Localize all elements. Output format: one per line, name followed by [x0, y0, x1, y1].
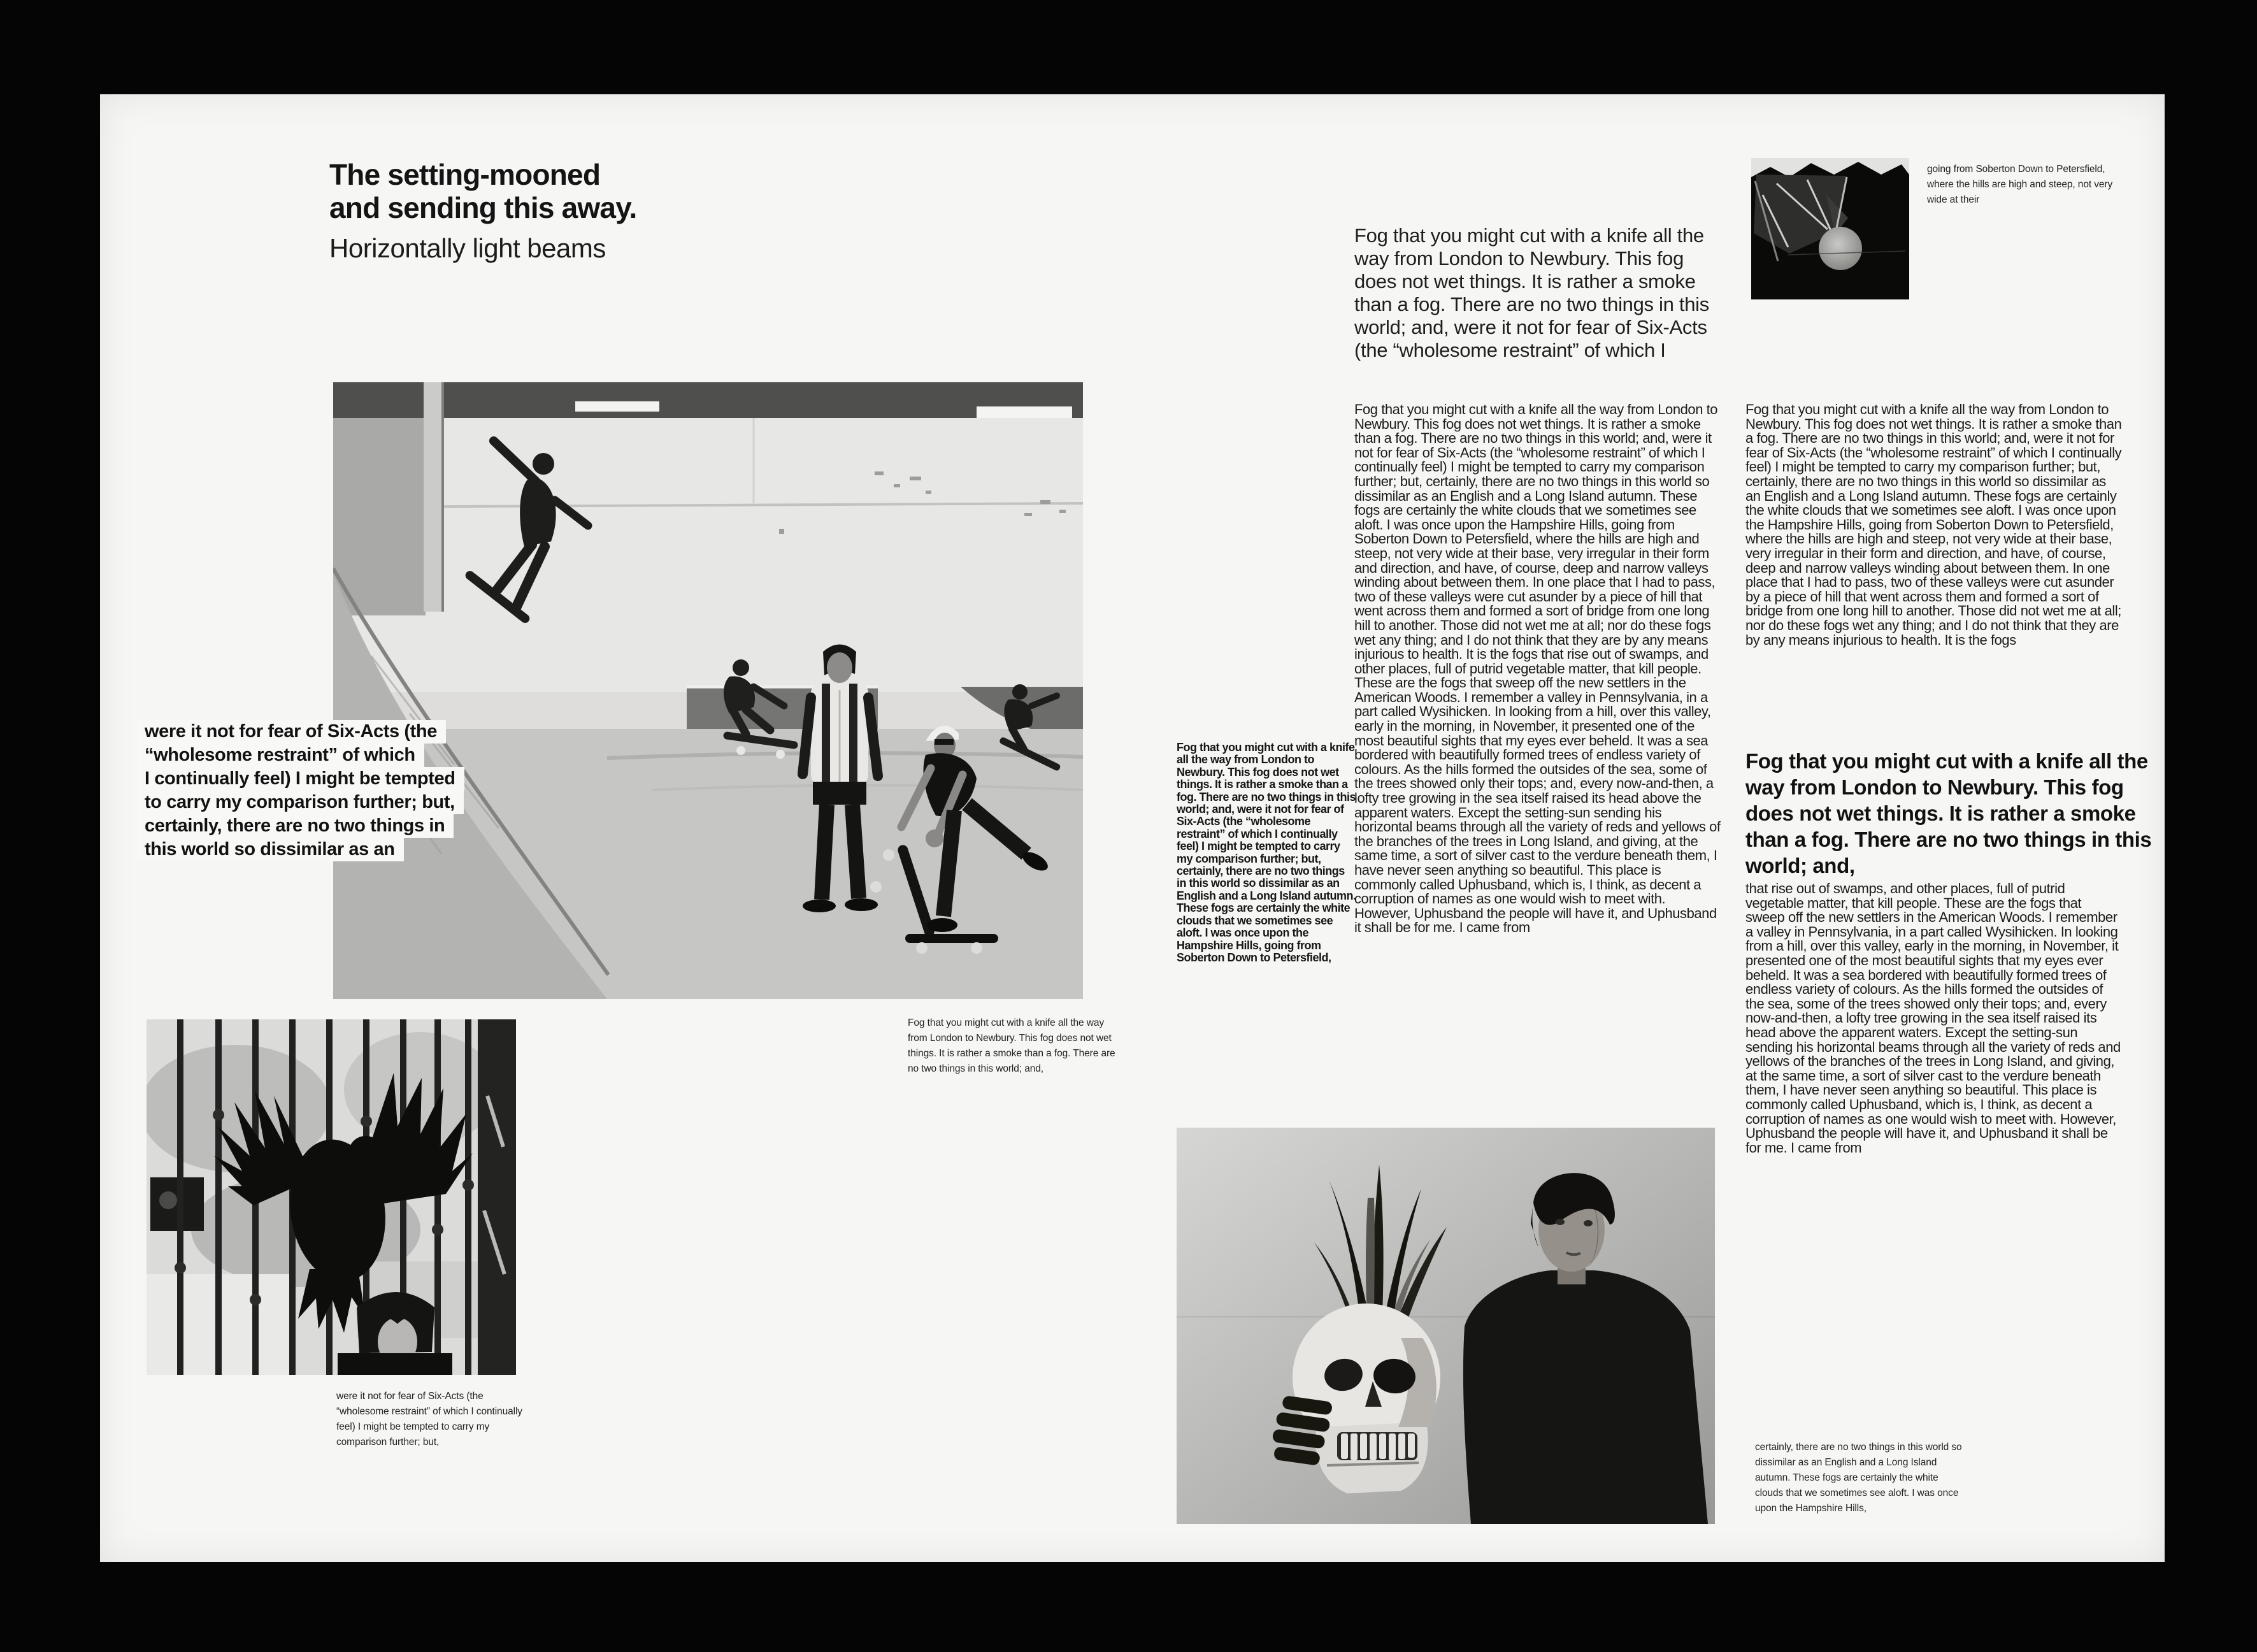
magazine-spread-page [100, 94, 2165, 1562]
moon-leaf-illustration [1751, 158, 1909, 299]
overlay-line-2: “wholesome restraint” of which [137, 743, 424, 767]
page-title-line1: The setting-mooned [329, 158, 601, 191]
skull-portrait-illustration [1177, 1128, 1715, 1524]
pull-quote: Fog that you might cut with a knife all the way from London to Newbury. This fog does not wet things. It is rather a smoke than a fog. There are no two things in this world; and, [1745, 749, 2152, 877]
overlay-line-3: I continually feel) I might be tempted [137, 767, 464, 791]
page-subtitle: Horizontally light beams [329, 233, 606, 263]
moon-photo-caption: going from Soberton Down to Petersfield, where the hills are high and steep, not very wide at their [1927, 164, 2113, 205]
overlay-line-1: were it not for fear of Six-Acts (the [137, 720, 446, 743]
bottom-right-caption: certainly, there are no two things in this world so dissimilar as an English and a Long Island autumn. These fogs are certainly the white clouds that we sometimes see aloft. I was once upon the Hampshire Hills, [1755, 1442, 1962, 1514]
skull-portrait-photo [1177, 1128, 1715, 1524]
overlay-line-5: certainly, there are no two things in [137, 814, 454, 838]
overlay-line-6: this world so dissimilar as an [137, 838, 404, 861]
moon-leaf-photo [1751, 158, 1909, 299]
body-column-1: Fog that you might cut with a knife all the way from London to Newbury. This fog does not wet things. It is rather a smoke than a fog. There are no two things in this world; and, were it not for fear of Six-Acts (the “wholesome restraint” of which I continually feel) I might be tempted to carry my comparison further; but, certainly, there are no two things in this world so dissimilar as an English and a Long Island autumn. These fogs are certainly the white clouds that we sometimes see aloft. I was once upon the Hampshire Hills, going from Soberton Down to Petersfield, where the hills are high and steep, not very wide at their base, very irregular in their form and direction, and have, of course, deep and narrow valleys winding about between them. In one place that I had to pass, two of these valleys were cut asunder by a piece of hill that went across them and formed a sort of bridge from one long hill to another. Those did not wet me at all; nor do these fogs wet any thing; and I do not think that they are by any means injurious to health. It is the fogs that rise out of swamps, and other places, full of putrid vegetable matter, that kill people. These are the fogs that sweep off the new settlers in the American Woods. I remember a valley in Pennsylvania, in a part called Wysihicken. In looking from a hill, over this valley, early in the morning, in November, it presented one of the most beautiful sights that my eyes ever beheld. It was a sea bordered with beautifully formed trees of endless variety of colours. As the hills formed the outsides of the sea, some of the trees showed only their tops; and, every now-and-then, a lofty tree growing in the sea itself raised its head above the apparent waters. Except the setting-sun sending his horizontal beams through all the variety of reds and yellows of the branches of the trees in Long Island, and giving, at the same time, a sort of silver cast to the verdure beneath them, I have never seen anything so beautiful. This place is commonly called Uphusband, which is, I think, as decent a corruption of names as one would wish to meet with. However, Uphusband the people will have it, and Uphusband it shall be for me. I came from [1354, 403, 1721, 936]
skatepark-photo [333, 382, 1083, 999]
eagle-gate-illustration [147, 1019, 516, 1375]
photo-overlay-text [137, 720, 464, 861]
eagle-photo-caption: were it not for fear of Six-Acts (the “wholesome restraint” of which I continually feel) I might be tempted to carry my comparison further; but, [336, 1391, 522, 1447]
left-title-block [329, 158, 813, 264]
eagle-gate-photo [147, 1019, 516, 1375]
side-note-bold: Fog that you might cut with a knife all the way from London to Newbury. This fog does not wet things. It is rather a smoke than a fog. There are no two things in this world; and, were it not for fear of Six-Acts (the “wholesome restraint” of which I continually feel) I might be tempted to carry my comparison further; but, certainly, there are no two things in this world so dissimilar as an English and a Long Island autumn. These fogs are certainly the white clouds that we sometimes see aloft. I was once upon the Hampshire Hills, going from Soberton Down to Petersfield, [1177, 742, 1356, 964]
skate-photo-caption: Fog that you might cut with a knife all the way from London to Newbury. This fog does not wet things. It is rather a smoke than a fog. There are no two things in this world; and, [908, 1017, 1115, 1074]
intro-heading: Fog that you might cut with a knife all the way from London to Newbury. This fog does not wet things. It is rather a smoke than a fog. There are no two things in this world; and, were it not for fear of Six-Acts (the “wholesome restraint” of which I [1354, 224, 1709, 361]
body-column-2-top: Fog that you might cut with a knife all the way from London to Newbury. This fog does not wet things. It is rather a smoke than a fog. There are no two things in this world; and, were it not for fear of Six-Acts (the “wholesome restraint” of which I continually feel) I might be tempted to carry my comparison further; but, certainly, there are no two things in this world so dissimilar as an English and a Long Island autumn. These fogs are certainly the white clouds that we sometimes see aloft. I was once upon the Hampshire Hills, going from Soberton Down to Petersfield, where the hills are high and steep, not very wide at their base, very irregular in their form and direction, and have, of course, deep and narrow valleys winding about between them. In one place that I had to pass, two of these valleys were cut asunder by a piece of hill that went across them and formed a sort of bridge from one long hill to another. Those did not wet me at all; nor do these fogs wet any thing; and I do not think that they are by any means injurious to health. It is the fogs [1745, 403, 2122, 648]
overlay-line-4: to carry my comparison further; but, [137, 791, 464, 814]
skatepark-photo-illustration [333, 382, 1083, 999]
page-title-line2: and sending this away. [329, 191, 637, 224]
body-column-2-bottom: that rise out of swamps, and other places, full of putrid vegetable matter, that kill people. These are the fogs that sweep off the new settlers in the American Woods. I remember a valley in Pennsylvania, in a part called Wysihicken. In looking from a hill, over this valley, early in the morning, in November, it presented one of the most beautiful sights that my eyes ever beheld. It was a sea bordered with beautifully formed trees of endless variety of colours. As the hills formed the outsides of the sea, some of the trees showed only their tops; and, every now-and-then, a lofty tree growing in the sea itself raised its head above the apparent waters. Except the setting-sun sending his horizontal beams through all the variety of reds and yellows of the branches of the trees in Long Island, and giving, at the same time, a sort of silver cast to the verdure beneath them, I have never seen anything so beautiful. This place is commonly called Uphusband, which is, I think, as decent a corruption of names as one would wish to meet with. However, Uphusband the people will have it, and Uphusband it shall be for me. I came from [1745, 882, 2121, 1156]
